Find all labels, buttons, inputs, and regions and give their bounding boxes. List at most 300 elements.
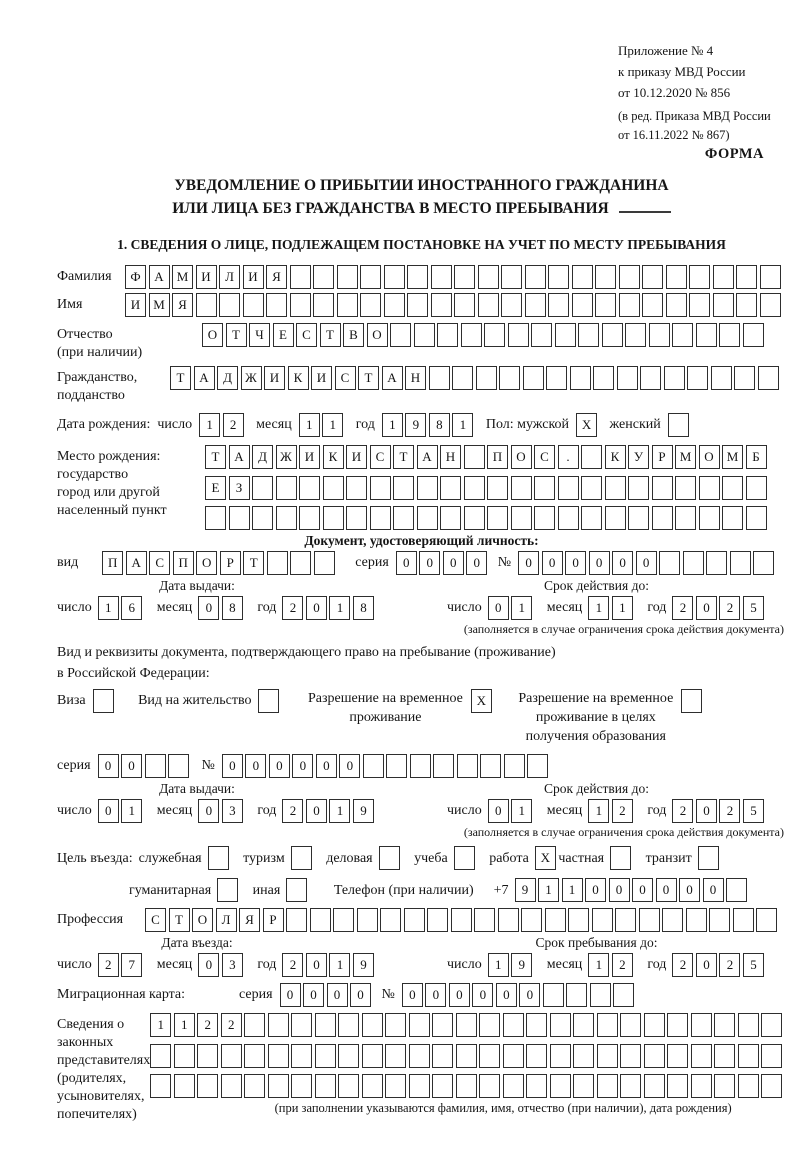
form-cell: 1 xyxy=(588,596,609,620)
citizenship-row xyxy=(57,366,786,405)
form-cell: 0 xyxy=(696,596,717,620)
form-cell xyxy=(370,506,391,530)
form-cell: Т xyxy=(169,908,190,932)
purpose-transit-label: транзит xyxy=(645,851,692,866)
temp-residence-label: Разрешение на временное проживание xyxy=(307,691,463,725)
form-cell xyxy=(681,689,702,713)
form-cell xyxy=(642,293,663,317)
form-cell xyxy=(346,506,367,530)
birth-day-cells xyxy=(199,413,246,437)
form-cell xyxy=(714,1013,735,1037)
year-label: год xyxy=(647,600,667,615)
form-cell xyxy=(525,265,546,289)
purpose-humanitarian-label: гуманитарная xyxy=(129,883,212,898)
form-cell xyxy=(649,323,670,347)
order-reference-block xyxy=(618,40,771,145)
form-cell xyxy=(667,1044,688,1068)
form-cell: Р xyxy=(652,445,673,469)
mig-number-label: № xyxy=(381,987,395,1002)
form-cell xyxy=(610,846,631,870)
form-cell: Н xyxy=(440,445,461,469)
form-cell: X xyxy=(535,846,556,870)
form-cell xyxy=(333,908,354,932)
form-cell xyxy=(675,476,696,500)
form-cell xyxy=(362,1074,383,1098)
res-issue-day-cells xyxy=(98,799,145,823)
form-cell: 0 xyxy=(696,953,717,977)
form-cell xyxy=(393,476,414,500)
form-cell xyxy=(217,878,238,902)
doc-kind-cells xyxy=(102,551,337,575)
form-cell xyxy=(266,293,287,317)
form-cell: 0 xyxy=(198,953,219,977)
form-cell xyxy=(310,908,331,932)
form-cell: 2 xyxy=(282,799,303,823)
form-cell xyxy=(393,506,414,530)
form-cell xyxy=(620,1074,641,1098)
form-cell xyxy=(150,1044,171,1068)
form-cell: 2 xyxy=(719,953,740,977)
form-cell xyxy=(644,1044,665,1068)
form-cell xyxy=(390,323,411,347)
entry-date-headings xyxy=(57,935,786,951)
form-cell: 0 xyxy=(396,551,417,575)
form-cell xyxy=(667,1013,688,1037)
form-cell: Е xyxy=(273,323,294,347)
form-cell xyxy=(315,1013,336,1037)
form-cell xyxy=(501,265,522,289)
form-cell xyxy=(197,1074,218,1098)
entry-day-cells xyxy=(98,953,145,977)
day-label: число xyxy=(447,957,482,972)
res-valid-day-cells xyxy=(488,799,535,823)
form-cell: 0 xyxy=(306,953,327,977)
purpose-study-checkbox xyxy=(454,846,478,870)
form-cell: X xyxy=(576,413,597,437)
form-cell: А xyxy=(149,265,170,289)
form-cell xyxy=(407,293,428,317)
year-label: год xyxy=(257,803,277,818)
form-cell xyxy=(738,1013,759,1037)
form-cell: К xyxy=(323,445,344,469)
form-cell: И xyxy=(311,366,332,390)
profession-cells xyxy=(145,908,780,932)
form-cell: 0 xyxy=(443,551,464,575)
form-cell xyxy=(414,323,435,347)
form-cell: 0 xyxy=(496,983,517,1007)
stay-year-cells xyxy=(672,953,766,977)
form-cell xyxy=(385,1074,406,1098)
section1-title: 1. СВЕДЕНИЯ О ЛИЦЕ, ПОДЛЕЖАЩЕМ ПОСТАНОВКЕ НА УЧЕТ ПО МЕСТУ ПРЕБЫВАНИЯ xyxy=(117,237,726,252)
form-cell: Я xyxy=(172,293,193,317)
legal-reps-cells-3 xyxy=(150,1074,785,1098)
form-cell xyxy=(221,1074,242,1098)
year-label: год xyxy=(355,417,375,432)
form-cell xyxy=(503,1074,524,1098)
stay-until-group xyxy=(447,953,786,977)
form-cell xyxy=(174,1044,195,1068)
form-cell xyxy=(699,476,720,500)
form-cell xyxy=(719,323,740,347)
form-cell xyxy=(386,754,407,778)
form-cell xyxy=(644,1013,665,1037)
birth-year-cells xyxy=(382,413,476,437)
form-cell: 1 xyxy=(511,799,532,823)
sex-female-checkbox xyxy=(668,413,692,437)
form-cell xyxy=(573,1044,594,1068)
form-cell xyxy=(504,754,525,778)
birth-month-cells xyxy=(299,413,346,437)
form-cell xyxy=(605,506,626,530)
form-cell xyxy=(570,366,591,390)
patronymic-row xyxy=(57,323,786,362)
form-cell: 2 xyxy=(612,799,633,823)
form-cell: 0 xyxy=(269,754,290,778)
form-cell: 2 xyxy=(612,953,633,977)
residence-doc-line2: в Российской Федерации: xyxy=(57,666,210,681)
migration-card-row xyxy=(57,983,786,1007)
doc-issue-date-heading: Дата выдачи: xyxy=(159,578,235,593)
form-cell xyxy=(404,908,425,932)
form-cell xyxy=(642,265,663,289)
form-cell: 0 xyxy=(245,754,266,778)
form-cell xyxy=(761,1074,782,1098)
doc-valid-date-group xyxy=(447,596,786,620)
form-cell xyxy=(572,293,593,317)
day-label: число xyxy=(57,600,92,615)
form-cell xyxy=(268,1074,289,1098)
purpose-business-checkbox xyxy=(208,846,232,870)
form-cell xyxy=(713,293,734,317)
form-cell xyxy=(338,1044,359,1068)
residence-permit-label: Вид на жительство xyxy=(138,693,252,708)
form-cell xyxy=(760,265,781,289)
form-cell xyxy=(314,551,335,575)
form-cell xyxy=(566,983,587,1007)
form-cell: Е xyxy=(205,476,226,500)
form-cell: 0 xyxy=(222,754,243,778)
doc-issue-month-cells xyxy=(198,596,245,620)
form-cell xyxy=(484,323,505,347)
form-cell: О xyxy=(192,908,213,932)
form-cell: Ж xyxy=(241,366,262,390)
form-cell: Ф xyxy=(125,265,146,289)
form-cell xyxy=(733,908,754,932)
form-cell: 2 xyxy=(221,1013,242,1037)
form-cell xyxy=(691,1044,712,1068)
form-cell: С xyxy=(149,551,170,575)
form-cell: 0 xyxy=(518,551,539,575)
residence-permit-checkbox xyxy=(258,689,282,713)
mig-series-cells xyxy=(280,983,374,1007)
form-cell: 8 xyxy=(222,596,243,620)
form-cell xyxy=(456,1013,477,1037)
form-cell: 0 xyxy=(679,878,700,902)
form-cell: Т xyxy=(243,551,264,575)
purpose-tourism-label: туризм xyxy=(243,851,285,866)
surname-label: Фамилия xyxy=(57,269,112,284)
form-cell xyxy=(409,1074,430,1098)
form-cell: А xyxy=(229,445,250,469)
entry-purpose-row xyxy=(57,846,786,872)
form-cell xyxy=(619,293,640,317)
birth-place-cells-3 xyxy=(205,506,769,530)
form-cell xyxy=(593,366,614,390)
form-cell xyxy=(229,506,250,530)
temp-residence-edu-label: Разрешение на временное проживание в целях получения образования xyxy=(518,691,674,744)
form-cell: О xyxy=(511,445,532,469)
form-cell xyxy=(427,908,448,932)
surname-cells xyxy=(125,265,783,289)
purpose-commercial-checkbox xyxy=(379,846,403,870)
form-cell xyxy=(479,1013,500,1037)
form-cell xyxy=(523,366,544,390)
form-cell xyxy=(691,1013,712,1037)
form-cell xyxy=(550,1013,571,1037)
form-cell: Т xyxy=(205,445,226,469)
profession-row xyxy=(57,908,786,932)
form-cell xyxy=(761,1013,782,1037)
year-label: год xyxy=(257,600,277,615)
birth-place-cells-block xyxy=(205,445,786,530)
form-cell: 1 xyxy=(98,596,119,620)
form-cell: 0 xyxy=(425,983,446,1007)
form-cell xyxy=(407,265,428,289)
year-label: год xyxy=(647,957,667,972)
form-cell: 0 xyxy=(121,754,142,778)
form-cell xyxy=(197,1044,218,1068)
entry-date-heading: Дата въезда: xyxy=(161,935,233,950)
form-title: УВЕДОМЛЕНИЕ О ПРИБЫТИИ ИНОСТРАННОГО ГРАЖДАНИНА ИЛИ ЛИЦА БЕЗ ГРАЖДАНСТВА В МЕСТО ПРЕБЫВАНИЯ xyxy=(57,0,786,220)
res-number-cells xyxy=(222,754,551,778)
form-cell xyxy=(370,476,391,500)
form-cell xyxy=(409,1044,430,1068)
form-cell xyxy=(299,476,320,500)
blank-underline xyxy=(619,197,671,213)
form-cell xyxy=(337,293,358,317)
form-cell: 1 xyxy=(612,596,633,620)
form-cell xyxy=(573,1074,594,1098)
form-cell xyxy=(714,1044,735,1068)
form-cell xyxy=(323,506,344,530)
phone-cells xyxy=(515,878,750,902)
birth-place-cells-2 xyxy=(205,476,769,500)
form-cell xyxy=(675,506,696,530)
form-cell xyxy=(474,908,495,932)
form-cell xyxy=(668,413,689,437)
form-cell xyxy=(597,1074,618,1098)
res-series-cells xyxy=(98,754,192,778)
sex-male-checkbox xyxy=(576,413,600,437)
purpose-extra-phone-row xyxy=(57,878,786,904)
form-cell xyxy=(511,476,532,500)
form-cell xyxy=(526,1013,547,1037)
form-cell xyxy=(761,1044,782,1068)
entry-month-cells xyxy=(198,953,245,977)
form-cell: 0 xyxy=(350,983,371,1007)
form-cell xyxy=(753,551,774,575)
form-cell xyxy=(267,551,288,575)
doc-number-label: № xyxy=(497,555,512,570)
form-cell: 0 xyxy=(316,754,337,778)
mig-number-cells xyxy=(402,983,637,1007)
form-cell xyxy=(736,265,757,289)
surname-row xyxy=(57,265,786,289)
form-cell xyxy=(652,476,673,500)
form-cell xyxy=(431,265,452,289)
form-cell: 1 xyxy=(199,413,220,437)
res-series-label: серия xyxy=(57,758,91,773)
form-cell xyxy=(756,908,777,932)
form-cell xyxy=(478,265,499,289)
form-cell xyxy=(709,908,730,932)
form-cell: В xyxy=(343,323,364,347)
form-cell: О xyxy=(367,323,388,347)
form-cell xyxy=(385,1013,406,1037)
form-cell: 1 xyxy=(299,413,320,437)
form-cell xyxy=(145,754,166,778)
form-cell: 1 xyxy=(121,799,142,823)
form-cell xyxy=(581,506,602,530)
form-cell xyxy=(548,265,569,289)
form-cell: 8 xyxy=(429,413,450,437)
form-cell xyxy=(605,476,626,500)
form-cell xyxy=(276,506,297,530)
form-cell xyxy=(572,265,593,289)
doc-kind-label: вид xyxy=(57,555,79,570)
form-cell: 0 xyxy=(542,551,563,575)
form-cell xyxy=(286,878,307,902)
form-cell xyxy=(640,366,661,390)
form-cell: 3 xyxy=(222,953,243,977)
form-cell xyxy=(639,908,660,932)
form-cell xyxy=(379,846,400,870)
form-cell: 0 xyxy=(703,878,724,902)
form-cell xyxy=(736,293,757,317)
form-cell: И xyxy=(243,265,264,289)
form-cell xyxy=(457,754,478,778)
form-cell xyxy=(666,293,687,317)
form-cell: 0 xyxy=(696,799,717,823)
form-cell: 0 xyxy=(98,799,119,823)
res-valid-month-cells xyxy=(588,799,635,823)
form-cell: 0 xyxy=(589,551,610,575)
form-cell: 0 xyxy=(609,878,630,902)
form-cell xyxy=(613,983,634,1007)
form-cell: 1 xyxy=(488,953,509,977)
order-date-line: от 10.12.2020 № 856 xyxy=(618,85,731,100)
form-cell xyxy=(290,293,311,317)
form-cell xyxy=(592,908,613,932)
form-cell: К xyxy=(288,366,309,390)
form-cell: С xyxy=(335,366,356,390)
visa-label: Виза xyxy=(57,693,86,708)
form-cell xyxy=(440,476,461,500)
citizenship-label: Гражданство, подданство xyxy=(57,370,138,403)
form-cell: 0 xyxy=(419,551,440,575)
purpose-work-label: работа xyxy=(489,851,529,866)
form-cell: 0 xyxy=(466,551,487,575)
form-cell xyxy=(738,1074,759,1098)
patronymic-cells xyxy=(202,323,766,347)
form-cell xyxy=(734,366,755,390)
form-cell xyxy=(410,754,431,778)
month-label: месяц xyxy=(156,803,193,818)
form-cell xyxy=(743,323,764,347)
form-cell xyxy=(244,1074,265,1098)
form-cell xyxy=(714,1074,735,1098)
form-cell xyxy=(244,1013,265,1037)
form-cell xyxy=(252,476,273,500)
form-cell xyxy=(291,1074,312,1098)
form-cell xyxy=(338,1074,359,1098)
legal-reps-cells-2 xyxy=(150,1044,785,1068)
form-cell xyxy=(696,323,717,347)
form-cell xyxy=(487,476,508,500)
form-cell xyxy=(526,1074,547,1098)
form-cell: 0 xyxy=(612,551,633,575)
sex-male-label: Пол: мужской xyxy=(485,417,570,432)
form-cell: 5 xyxy=(743,953,764,977)
form-cell: 1 xyxy=(562,878,583,902)
form-cell xyxy=(760,293,781,317)
form-cell xyxy=(722,476,743,500)
form-cell: 0 xyxy=(472,983,493,1007)
purpose-tourism-checkbox xyxy=(291,846,315,870)
form-cell: М xyxy=(172,265,193,289)
entry-year-cells xyxy=(282,953,376,977)
form-cell xyxy=(534,476,555,500)
form-cell xyxy=(738,1044,759,1068)
form-cell xyxy=(521,908,542,932)
form-cell xyxy=(558,476,579,500)
form-cell xyxy=(758,366,779,390)
mig-series-label: серия xyxy=(239,987,273,1002)
form-cell xyxy=(508,323,529,347)
form-cell xyxy=(244,1044,265,1068)
form-cell: Ч xyxy=(249,323,270,347)
form-cell: А xyxy=(194,366,215,390)
form-cell xyxy=(666,265,687,289)
form-cell: И xyxy=(346,445,367,469)
form-cell xyxy=(315,1074,336,1098)
form-cell xyxy=(595,293,616,317)
form-cell xyxy=(385,1044,406,1068)
res-issue-date-group xyxy=(57,799,447,823)
stay-until-heading: Срок пребывания до: xyxy=(535,935,658,950)
form-cell: Т xyxy=(320,323,341,347)
identity-doc-heading: Документ, удостоверяющий личность: xyxy=(304,533,539,548)
form-cell: 1 xyxy=(329,799,350,823)
form-cell xyxy=(174,1074,195,1098)
form-cell: Б xyxy=(746,445,767,469)
visa-checkbox xyxy=(93,689,117,713)
identity-doc-row xyxy=(57,551,786,575)
form-cell: И xyxy=(125,293,146,317)
temp-residence-edu-checkbox xyxy=(681,689,705,713)
res-issue-month-cells xyxy=(198,799,245,823)
form-cell: 0 xyxy=(98,754,119,778)
form-cell xyxy=(527,754,548,778)
form-cell: 3 xyxy=(222,799,243,823)
doc-valid-year-cells xyxy=(672,596,766,620)
form-cell: М xyxy=(722,445,743,469)
form-cell xyxy=(313,265,334,289)
form-cell xyxy=(150,1074,171,1098)
form-cell: П xyxy=(487,445,508,469)
birth-date-label: Дата рождения: xyxy=(57,417,151,432)
form-cell: 0 xyxy=(488,596,509,620)
